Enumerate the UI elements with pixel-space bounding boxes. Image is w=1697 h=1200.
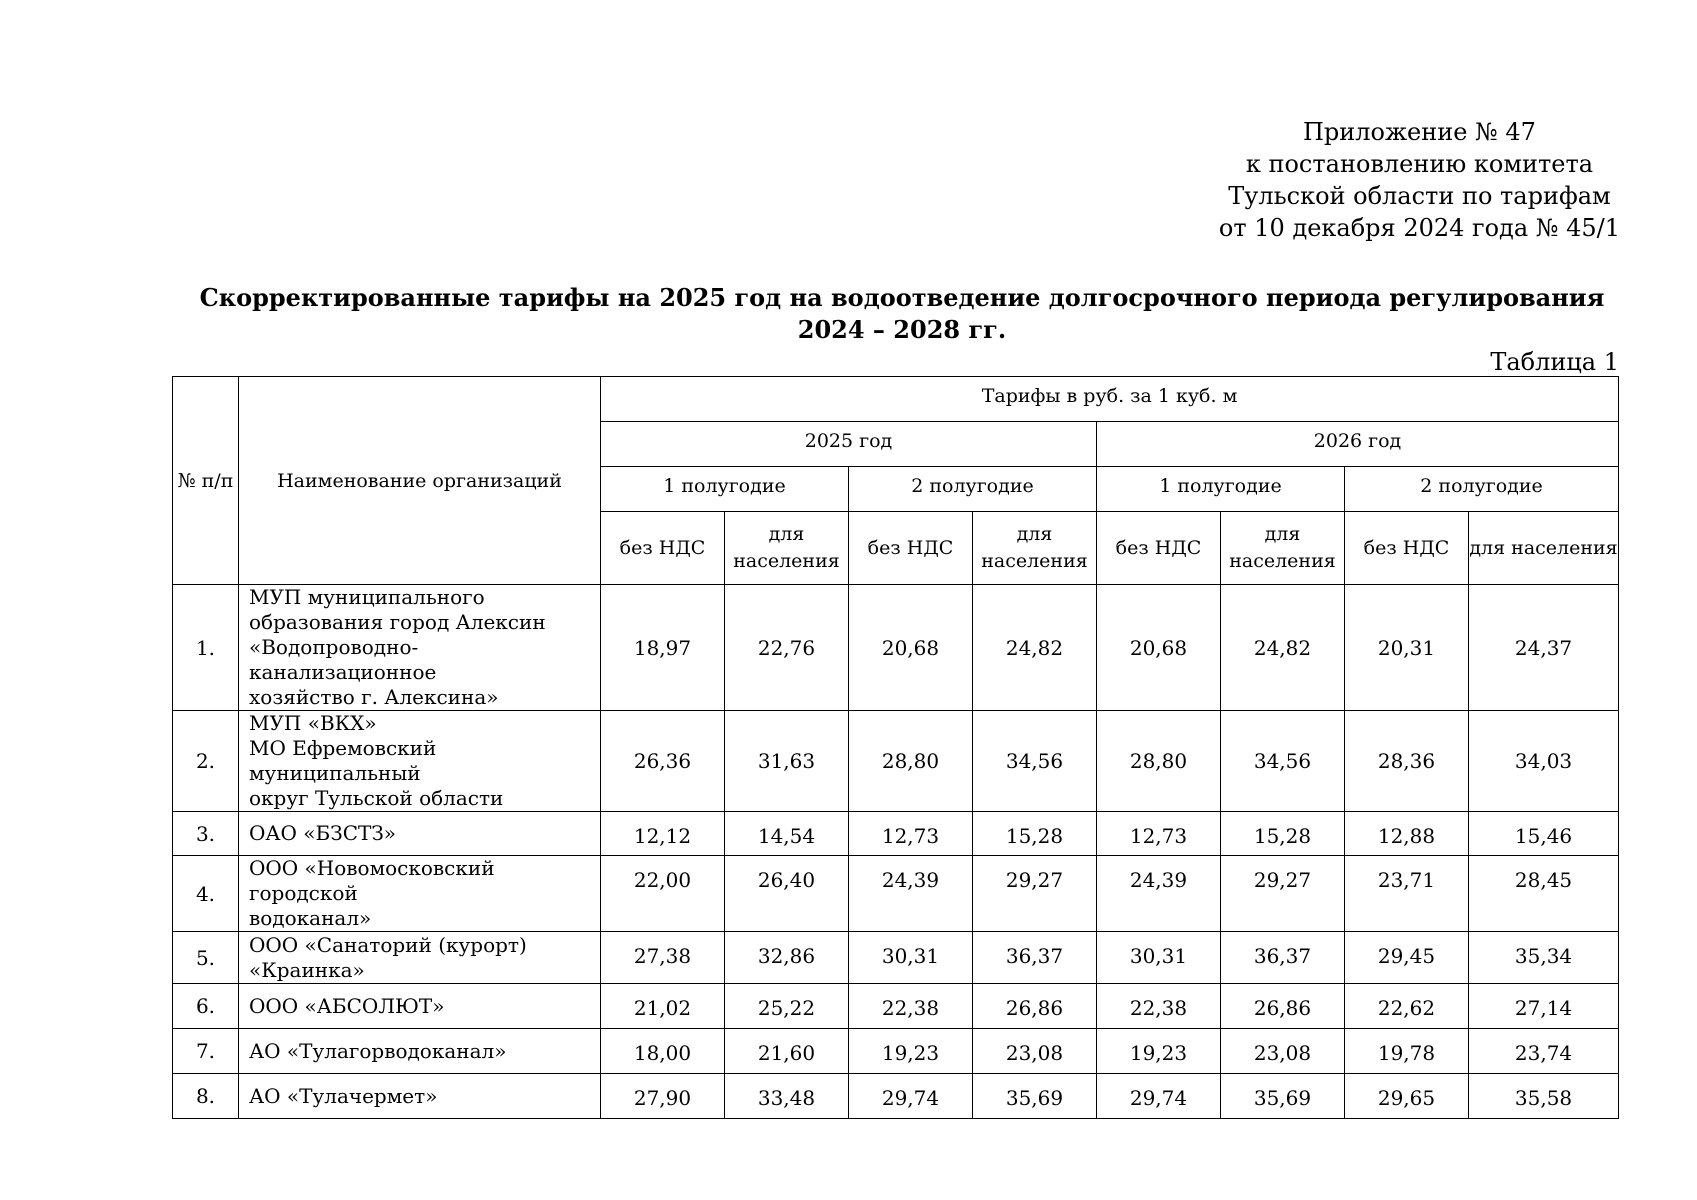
value-cell: 29,27	[1221, 856, 1345, 932]
organization-name-line: водоканал»	[249, 906, 372, 930]
organization-name	[239, 585, 601, 711]
value-cell: 22,00	[601, 856, 725, 932]
value-cell: 35,69	[973, 1074, 1097, 1119]
table-row	[173, 812, 1619, 856]
table-row	[173, 1029, 1619, 1074]
organization-name-line: округ Тульской области	[249, 786, 504, 810]
value-cell: 28,80	[849, 711, 973, 812]
row-num: 4.	[173, 856, 239, 932]
appendix-line-2: к постановлению комитета	[1245, 150, 1594, 178]
organization-name	[239, 984, 601, 1029]
header-2025-half-2: 2 полугодие	[849, 467, 1097, 512]
value-cell: 35,69	[1221, 1074, 1345, 1119]
value-cell: 27,14	[1469, 984, 1619, 1029]
value-cell: 30,31	[849, 932, 973, 984]
value-cell: 34,56	[973, 711, 1097, 812]
title-line-2: 2024 – 2028 гг.	[797, 315, 1007, 344]
row-num: 8.	[173, 1074, 239, 1119]
value-cell: 23,08	[1221, 1029, 1345, 1074]
header-num: № п/п	[173, 377, 239, 585]
organization-name-line: ООО «Новомосковский городской	[249, 856, 495, 905]
organization-name-line: АО «Тулагорводоканал»	[249, 1038, 507, 1063]
value-cell: 27,90	[601, 1074, 725, 1119]
value-cell: 35,34	[1469, 932, 1619, 984]
tariffs-table	[172, 376, 1619, 1119]
header-for-population: для населения	[725, 512, 849, 585]
header-year-2025: 2025 год	[601, 422, 1097, 467]
header-2026-half-1: 1 полугодие	[1097, 467, 1345, 512]
row-num: 5.	[173, 932, 239, 984]
value-cell: 24,82	[1221, 585, 1345, 711]
row-num: 6.	[173, 984, 239, 1029]
table-row	[173, 585, 1619, 711]
value-cell: 24,39	[849, 856, 973, 932]
value-cell: 12,12	[601, 812, 725, 856]
value-cell: 36,37	[1221, 932, 1345, 984]
value-cell: 15,28	[973, 812, 1097, 856]
organization-name-line: «Краинка»	[249, 957, 365, 982]
value-cell: 21,02	[601, 984, 725, 1029]
value-cell: 36,37	[973, 932, 1097, 984]
header-year-2026: 2026 год	[1097, 422, 1619, 467]
header-for-population: для населения	[1469, 512, 1619, 585]
value-cell: 28,36	[1345, 711, 1469, 812]
value-cell: 12,73	[849, 812, 973, 856]
organization-name	[239, 932, 601, 984]
value-cell: 22,76	[725, 585, 849, 711]
organization-name-line: ООО «Санаторий (курорт)	[249, 932, 527, 957]
organization-name	[239, 1074, 601, 1119]
table-label: Таблица 1	[1490, 348, 1619, 376]
organization-name-line: МО Ефремовский муниципальный	[249, 736, 437, 785]
row-num: 7.	[173, 1029, 239, 1074]
organization-name-line: «Водопроводно-канализационное	[249, 635, 437, 684]
header-name: Наименование организаций	[239, 377, 601, 585]
value-cell: 12,88	[1345, 812, 1469, 856]
organization-name	[239, 711, 601, 812]
organization-name	[239, 856, 601, 932]
value-cell: 29,65	[1345, 1074, 1469, 1119]
row-num: 3.	[173, 812, 239, 856]
value-cell: 21,60	[725, 1029, 849, 1074]
value-cell: 12,73	[1097, 812, 1221, 856]
header-no-vat: без НДС	[1097, 512, 1221, 585]
value-cell: 18,97	[601, 585, 725, 711]
value-cell: 18,00	[601, 1029, 725, 1074]
value-cell: 24,37	[1469, 585, 1619, 711]
value-cell: 26,86	[973, 984, 1097, 1029]
header-2025-half-1: 1 полугодие	[601, 467, 849, 512]
value-cell: 19,23	[849, 1029, 973, 1074]
value-cell: 19,23	[1097, 1029, 1221, 1074]
organization-name-line: хозяйство г. Алексина»	[249, 685, 499, 709]
value-cell: 29,45	[1345, 932, 1469, 984]
value-cell: 14,54	[725, 812, 849, 856]
value-cell: 24,82	[973, 585, 1097, 711]
value-cell: 20,68	[1097, 585, 1221, 711]
value-cell: 15,46	[1469, 812, 1619, 856]
value-cell: 24,39	[1097, 856, 1221, 932]
value-cell: 22,38	[1097, 984, 1221, 1029]
header-for-population: для населения	[973, 512, 1097, 585]
appendix-line-3: Тульской области по тарифам	[1228, 182, 1611, 210]
header-for-population: для населения	[1221, 512, 1345, 585]
document-title	[172, 282, 1632, 346]
header-2026-half-2: 2 полугодие	[1345, 467, 1619, 512]
header-no-vat: без НДС	[1345, 512, 1469, 585]
value-cell: 29,74	[1097, 1074, 1221, 1119]
value-cell: 15,28	[1221, 812, 1345, 856]
value-cell: 23,71	[1345, 856, 1469, 932]
header-no-vat: без НДС	[849, 512, 973, 585]
row-num: 1.	[173, 585, 239, 711]
value-cell: 19,78	[1345, 1029, 1469, 1074]
value-cell: 22,62	[1345, 984, 1469, 1029]
value-cell: 28,80	[1097, 711, 1221, 812]
value-cell: 23,08	[973, 1029, 1097, 1074]
value-cell: 26,40	[725, 856, 849, 932]
value-cell: 34,03	[1469, 711, 1619, 812]
value-cell: 34,56	[1221, 711, 1345, 812]
header-tariffs: Тарифы в руб. за 1 куб. м	[601, 377, 1619, 422]
value-cell: 29,74	[849, 1074, 973, 1119]
header-no-vat: без НДС	[601, 512, 725, 585]
appendix-line-1: Приложение № 47	[1302, 118, 1536, 146]
value-cell: 33,48	[725, 1074, 849, 1119]
value-cell: 26,86	[1221, 984, 1345, 1029]
value-cell: 27,38	[601, 932, 725, 984]
organization-name	[239, 812, 601, 856]
organization-name-line: образования город Алексин	[249, 610, 546, 634]
organization-name-line: АО «Тулачермет»	[249, 1083, 438, 1108]
appendix-line-4: от 10 декабря 2024 года № 45/1	[1218, 214, 1620, 242]
organization-name-line: МУП «ВКХ»	[249, 711, 377, 735]
row-num: 2.	[173, 711, 239, 812]
value-cell: 29,27	[973, 856, 1097, 932]
table-row	[173, 932, 1619, 984]
title-line-1: Скорректированные тарифы на 2025 год на водоотведение долгосрочного периода регулирования	[199, 283, 1605, 312]
appendix-header	[1219, 116, 1620, 244]
value-cell: 35,58	[1469, 1074, 1619, 1119]
value-cell: 20,31	[1345, 585, 1469, 711]
organization-name	[239, 1029, 601, 1074]
value-cell: 30,31	[1097, 932, 1221, 984]
organization-name-line: ОАО «БЗСТЗ»	[249, 821, 397, 845]
organization-name-line: ООО «АБСОЛЮТ»	[249, 993, 445, 1018]
table-row	[173, 711, 1619, 812]
table-row	[173, 1074, 1619, 1119]
value-cell: 31,63	[725, 711, 849, 812]
table-row	[173, 984, 1619, 1029]
value-cell: 32,86	[725, 932, 849, 984]
value-cell: 20,68	[849, 585, 973, 711]
value-cell: 23,74	[1469, 1029, 1619, 1074]
value-cell: 25,22	[725, 984, 849, 1029]
table-row	[173, 856, 1619, 932]
value-cell: 28,45	[1469, 856, 1619, 932]
value-cell: 26,36	[601, 711, 725, 812]
organization-name-line: МУП муниципального	[249, 585, 485, 609]
value-cell: 22,38	[849, 984, 973, 1029]
